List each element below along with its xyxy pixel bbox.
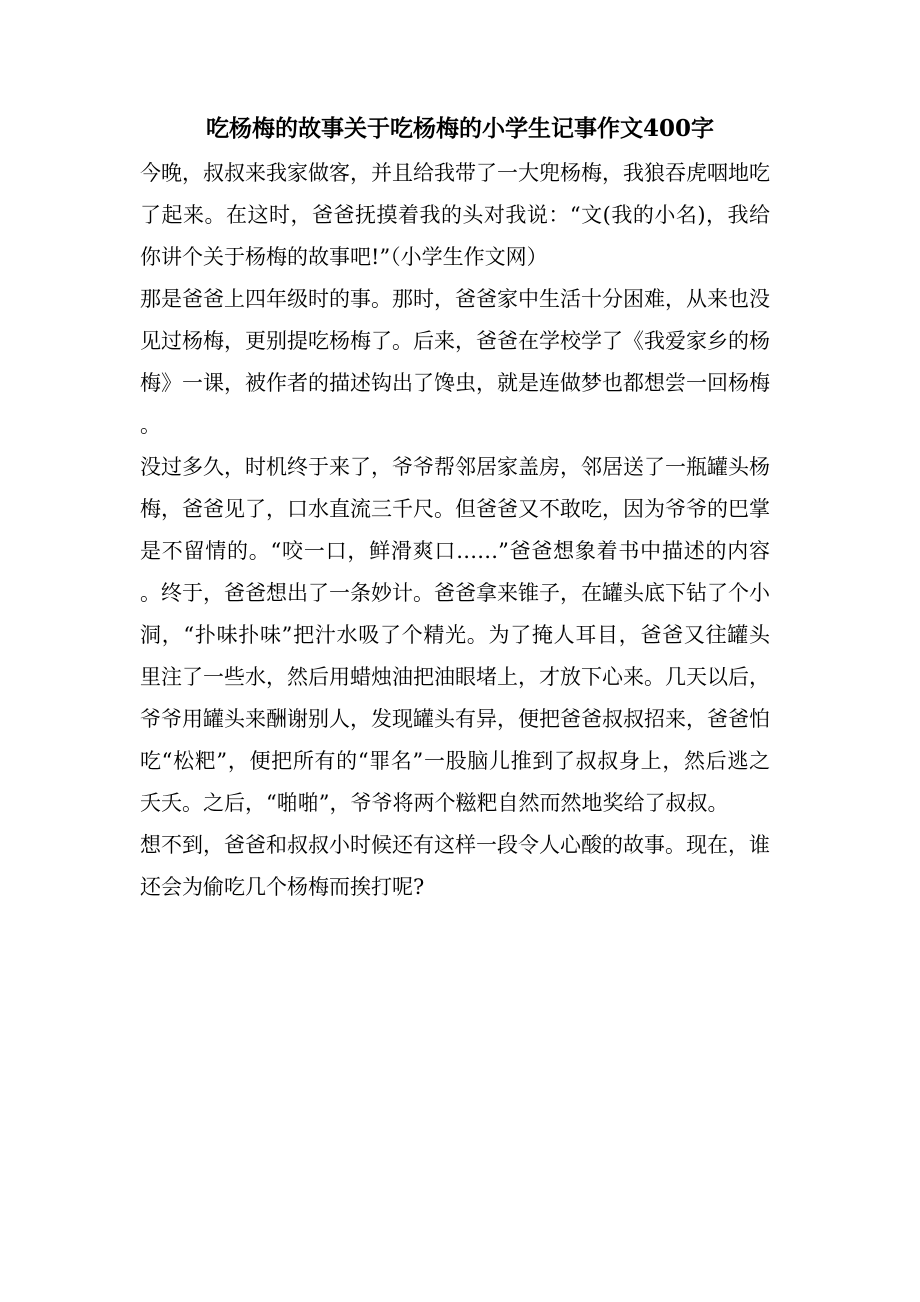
paragraph-conclusion: 想不到，爸爸和叔叔小时候还有这样一段令人心酸的故事。现在，谁还会为偷吃几个杨梅而挨打呢? bbox=[140, 833, 770, 899]
paragraph-story: 没过多久，时机终于来了，爷爷帮邻居家盖房，邻居送了一瓶罐头杨梅，爸爸见了，口水直流三千尺。但爸爸又不敢吃，因为爷爷的巴掌是不留情的。“咬一口，鲜滑爽口……”爸爸想象着书中描述的内容。终于，爸爸想出了一条妙计。爸爸拿来锥子，在罐头底下钻了个小洞，“扑味扑味”把汁水吸了个精光。为了掩人耳目，爸爸又往罐头里注了一些水，然后用蜡烛油把油眼堵上，才放下心来。几天以后，爷爷用罐头来酬谢别人，发现罐头有异，便把爸爸叔叔招来，爸爸怕吃“松粑”，便把所有的“罪名”一股脑儿推到了叔叔身上，然后逃之夭夭。之后，“啪啪”，爷爷将两个糍粑自然而然地奖给了叔叔。 bbox=[140, 455, 770, 815]
paragraph-intro: 今晚，叔叔来我家做客，并且给我带了一大兜杨梅，我狼吞虎咽地吃了起来。在这时，爸爸抚摸着我的头对我说：“文(我的小名)，我给你讲个关于杨梅的故事吧!”（小学生作文网） bbox=[140, 161, 770, 269]
paragraph-background: 那是爸爸上四年级时的事。那时，爸爸家中生活十分困难，从来也没见过杨梅，更别提吃杨梅了。后来，爸爸在学校学了《我爱家乡的杨梅》一课，被作者的描述钩出了馋虫，就是连做梦也都想尝一回杨梅。 bbox=[140, 287, 770, 437]
document-title: 吃杨梅的故事关于吃杨梅的小学生记事作文400字 bbox=[205, 115, 714, 142]
document-body bbox=[140, 152, 770, 908]
